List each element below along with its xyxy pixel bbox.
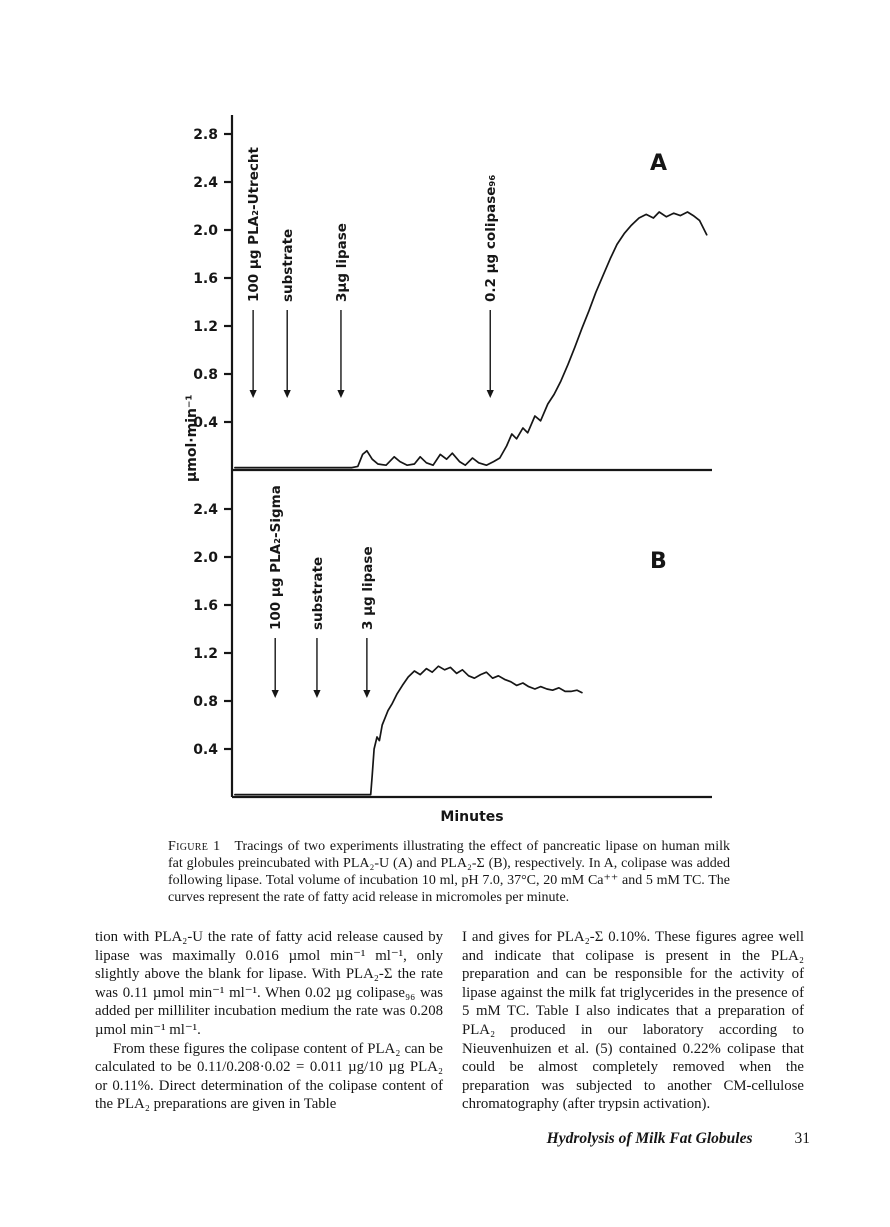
y-tick-label: 1.6: [193, 598, 218, 614]
annotation-arrowhead: [284, 390, 291, 398]
x-axis-title: Minutes: [440, 809, 504, 825]
y-tick-label: 1.2: [193, 319, 218, 335]
y-axis-title: µmol·min⁻¹: [184, 394, 200, 482]
panel-letter-B: B: [650, 549, 667, 574]
body-column-right: [462, 928, 804, 1114]
annotation-arrowhead: [313, 690, 320, 698]
y-tick-label: 1.6: [193, 271, 218, 287]
y-tick-label: 2.0: [193, 223, 218, 239]
page-footer: [390, 1130, 810, 1148]
panel-letter-A: A: [650, 151, 668, 176]
y-tick-label: 2.8: [193, 127, 218, 143]
annotation-arrowhead: [363, 690, 370, 698]
y-tick-label: 1.2: [193, 646, 218, 662]
figure-caption-label: Figure 1: [168, 839, 221, 854]
y-tick-label: 2.0: [193, 550, 218, 566]
annotation-label: 3 µg lipase: [359, 546, 376, 630]
body-paragraph: tion with PLA₂-U the rate of fatty acid release caused by lipase was maximally 0.016 µmol min⁻¹ ml⁻¹, only slightly above the blank for lipase. With PLA₂-Σ the rate was 0.11 µmol min⁻¹ ml⁻¹. When 0.02 µg colipase₉₆ was added per milliliter incubation medium the rate was 0.208 µmol min⁻¹ ml⁻¹.: [95, 929, 443, 1038]
annotation-label: 0.2 µg colipase₉₆: [483, 174, 500, 302]
y-tick-label: 0.4: [193, 415, 218, 431]
y-tick-label: 0.4: [193, 742, 218, 758]
figure-caption: [168, 838, 730, 906]
figure-1: [0, 90, 890, 835]
figure-caption-text: Tracings of two experiments illustrating the effect of pancreatic lipase on human milk fat globules preincubated with PLA₂-U (A) and PLA₂-Σ (B), respectively. In A, colipase was added following lipase. Total volume of incubation 10 ml, pH 7.0, 37°C, 20 mM Ca⁺⁺ and 5 mM TC. The curves represent the rate of fatty acid release in micromoles per minute.: [168, 839, 730, 905]
annotation-label: 100 µg PLA₂-Sigma: [268, 485, 285, 630]
annotation-label: substrate: [309, 556, 326, 630]
y-tick-label: 2.4: [193, 502, 218, 518]
page-number: 31: [794, 1130, 810, 1147]
annotation-label: 3µg lipase: [333, 223, 350, 302]
trace-A: [235, 212, 707, 468]
body-column-left: [95, 928, 443, 1114]
figure-1-plot: [0, 90, 890, 835]
y-tick-label: 0.8: [193, 367, 218, 383]
annotation-arrowhead: [487, 390, 494, 398]
body-paragraph: From these figures the colipase content of PLA₂ can be calculated to be 0.11/0.208·0.02 = 0.011 µg/10 µg PLA₂ or 0.11%. Direct determination of the colipase content of the PLA₂ preparations are given in Table: [95, 1040, 443, 1113]
annotation-label: 100 µg PLA₂-Utrecht: [246, 147, 263, 302]
y-tick-label: 2.4: [193, 175, 218, 191]
body-paragraph: I and gives for PLA₂-Σ 0.10%. These figures agree well and indicate that colipase is present in the PLA₂ preparation and can be responsible for the activity of lipase against the milk fat triglycerides in the presence of 5 mM TC. Table I also indicates that a preparation of PLA₂ produced in our laboratory according to Nieuvenhuizen et al. (5) contained 0.22% colipase that could be almost completely removed when the preparation was subjected to another CM-cellulose chromatography (after trypsin activation).: [462, 929, 804, 1113]
annotation-arrowhead: [250, 390, 257, 398]
annotation-arrowhead: [272, 690, 279, 698]
running-title: Hydrolysis of Milk Fat Globules: [546, 1130, 753, 1147]
trace-B: [235, 666, 582, 794]
annotation-label: substrate: [280, 228, 297, 302]
annotation-arrowhead: [337, 390, 344, 398]
y-tick-label: 0.8: [193, 694, 218, 710]
